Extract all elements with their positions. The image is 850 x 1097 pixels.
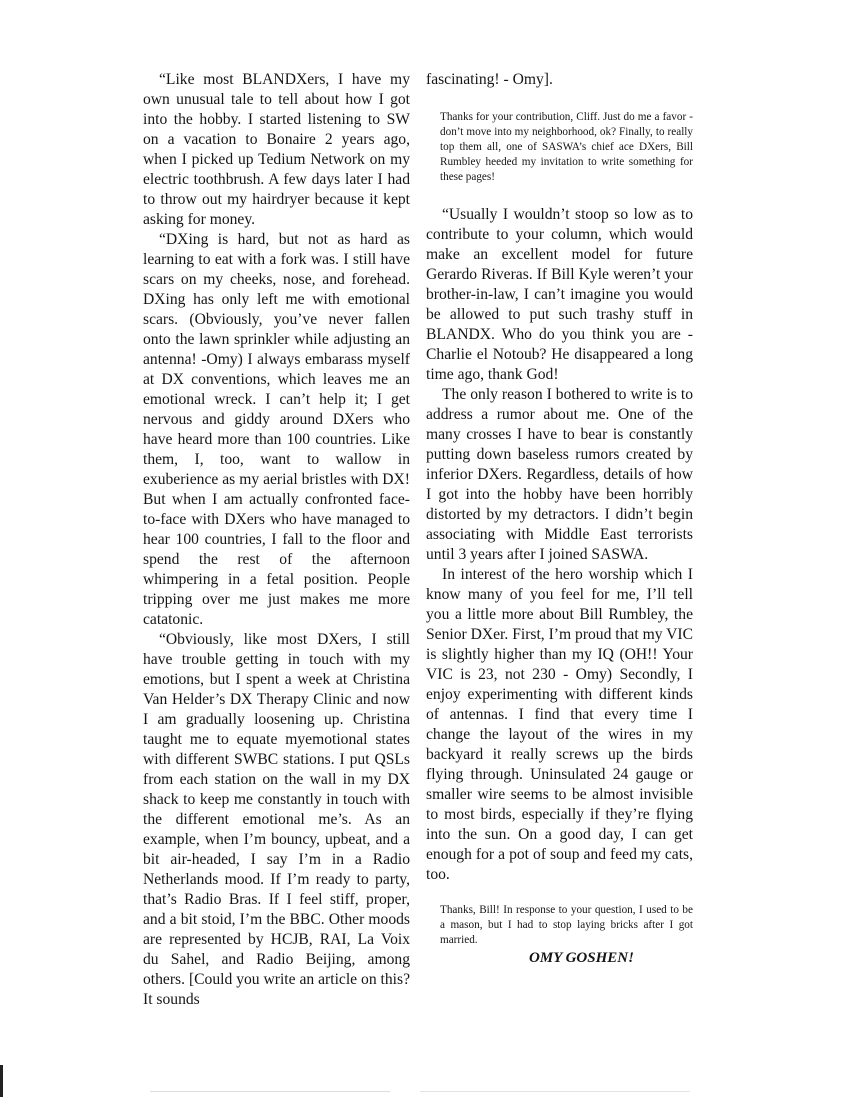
left-column <box>143 70 410 1010</box>
paragraph: The only reason I bothered to write is to address a rumor about me. One of the many crosses I have to bear is constantly putting down baseless rumors created by inferior DXers. Regardless, details of how I got into the hobby have been horribly distorted by my detractors. I didn’t begin associating with Middle East terrorists until 3 years after I joined SASWA. <box>426 386 693 563</box>
scan-edge-mark <box>0 1065 3 1097</box>
paragraph: In interest of the hero worship which I know many of you feel for me, I’ll tell you a little more about Bill Rumbley, the Senior DXer. First, I’m proud that my VIC is slightly higher than my IQ (OH!! Your VIC is 23, not 230 - Omy) Secondly, I enjoy experimenting with different kinds of antennas. I find that every time I change the layout of the wires in my backyard it really screws up the birds flying through. Uninsulated 24 gauge or smaller wire seems to be almost invisible to most birds, especially if they’re flying into the sun. On a good day, I can get enough for a pot of soup and feed my cats, too. <box>426 566 693 883</box>
paragraph: “Usually I wouldn’t stoop so low as to contribute to your column, which would make an excellent model for future Gerardo Riveras. If Bill Kyle weren’t your brother-in-law, I can’t imagine you would be allowed to put such trashy stuff in BLANDX. Who do you think you are - Charlie el Notoub? He disappeared a long time ago, thank God! <box>426 206 693 383</box>
paragraph: fascinating! - Omy]. <box>426 71 553 88</box>
editor-note <box>426 903 693 967</box>
scan-bottom-line <box>150 1091 750 1092</box>
paragraph: “DXing is hard, but not as hard as learning to eat with a fork was. I still have scars on my cheeks, nose, and forehead. DXing has only left me with emotional scars. (Obviously, you’ve never fallen onto the lawn sprinkler while adjusting an antenna! -Omy) I always embarass myself at DX conventions, which leaves me an emotional wreck. I can’t help it; I get nervous and giddy around DXers who have heard more than 100 countries. Like them, I, too, want to wallow in exuberience as my aerial bristles with DX! But when I am actually confronted face-to-face with DXers who have managed to hear 100 countries, I fall to the floor and spend the rest of the afternoon whimpering in a fetal position. People tripping over me just makes me more catatonic. <box>143 231 410 628</box>
paragraph: “Like most BLANDXers, I have my own unusual tale to tell about how I got into the hobby. I started listening to SW on a vacation to Bonaire 2 years ago, when I picked up Tedium Network on my electric toothbrush. A few days later I had to throw out my hairdryer because it kept asking for money. <box>143 71 410 228</box>
editor-note-text: Thanks for your contribution, Cliff. Just do me a favor - don’t move into my neighborhood, ok? Finally, to really top them all, one of SASWA’s chief ace DXers, Bill Rumbley heeded my invitation to write something for these pages! <box>440 111 693 183</box>
right-column <box>426 70 693 967</box>
editor-note <box>426 110 693 185</box>
editor-note-text: Thanks, Bill! In response to your question, I used to be a mason, but I had to stop laying bricks after I got married. <box>440 904 693 946</box>
signoff: OMY GOSHEN! <box>529 950 634 966</box>
paragraph: “Obviously, like most DXers, I still have trouble getting in touch with my emotions, but I spent a week at Christina Van Helder’s DX Therapy Clinic and now I am gradually loosening up. Christina taught me to equate myemotional states with different SWBC stations. I put QSLs from each station on the wall in my DX shack to keep me constantly in touch with the different emotional me’s. As an example, when I’m bouncy, upbeat, and a bit air-headed, I say I’m in a Radio Netherlands mood. If I’m ready to party, that’s Radio Bras. If I feel stiff, proper, and a bit stoid, I’m the BBC. Other moods are represented by HCJB, RAI, La Voix du Sahel, and Radio Beijing, among others. [Could you write an article on this? It sounds <box>143 631 410 1008</box>
